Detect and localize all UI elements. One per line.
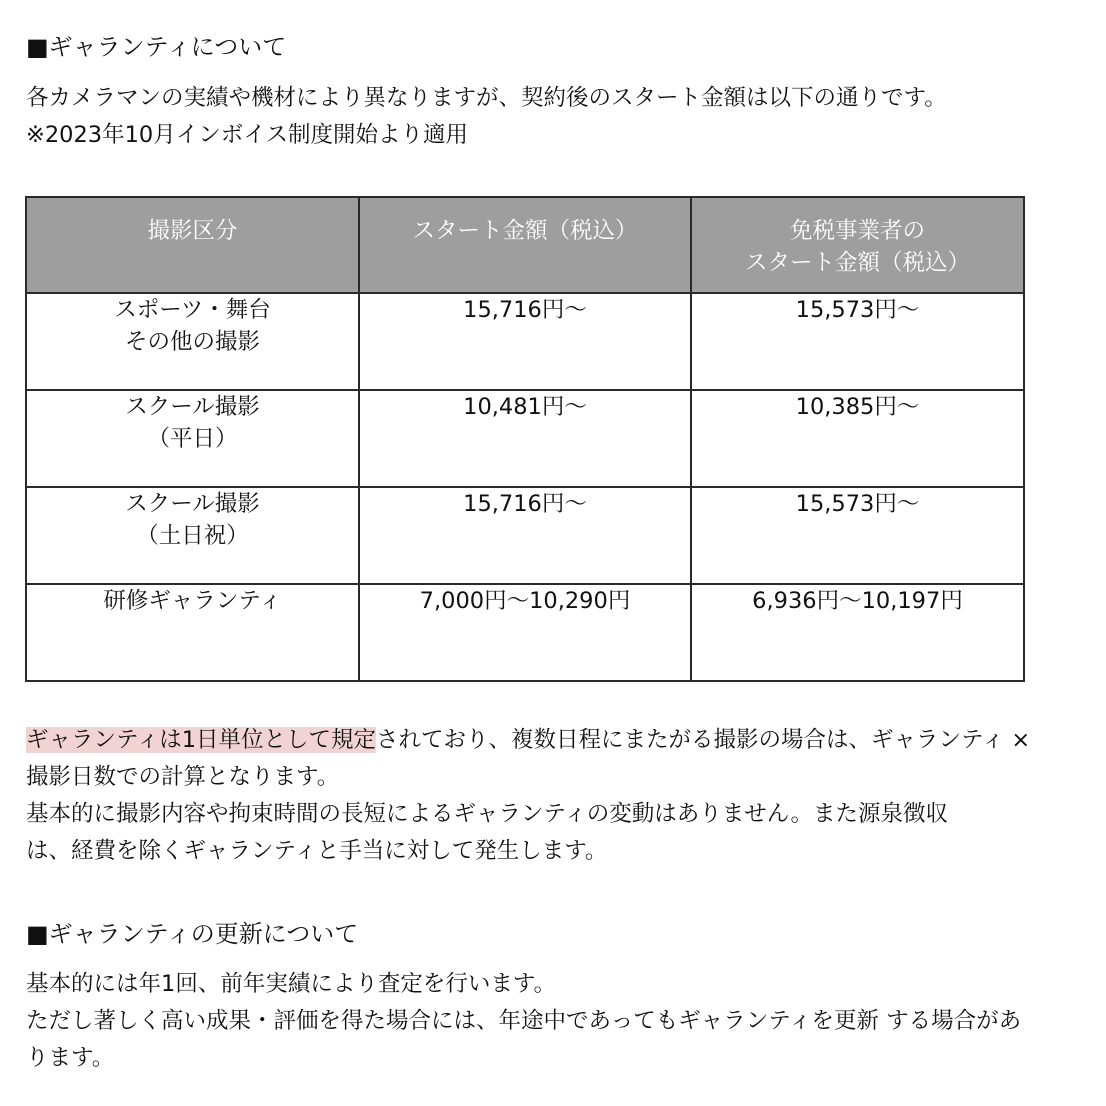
start-price-cell: 15,716円～ (359, 487, 691, 584)
invoice-note: ※2023年10月インボイス制度開始より適用 (26, 122, 469, 148)
table-row (26, 293, 1024, 390)
notes-line: 基本的に撮影内容や拘束時間の長短によるギャランティの変動はありません。また源泉徴収 (26, 801, 949, 827)
header-category: 撮影区分 (26, 197, 359, 293)
update-paragraph (26, 966, 1086, 1077)
header-exempt-start-price: 免税事業者の スタート金額（税込） (691, 197, 1024, 293)
category-cell: 研修ギャランティ (26, 584, 359, 681)
category-cell: スクール撮影 （土日祝） (26, 487, 359, 584)
section-heading-update: ■ギャランティの更新について (26, 920, 359, 948)
fee-table (25, 196, 1025, 682)
notes-line: 撮影日数での計算となります。 (26, 764, 340, 790)
header-start-price: スタート金額（税込） (359, 197, 691, 293)
table-row (26, 487, 1024, 584)
table-header-row (26, 197, 1024, 293)
category-cell: スポーツ・舞台 その他の撮影 (26, 293, 359, 390)
intro-line: 各カメラマンの実績や機材により異なりますが、契約後のスタート金額は以下の通りです。 (26, 85, 947, 111)
start-price-cell: 7,000円～10,290円 (359, 584, 691, 681)
exempt-price-cell: 10,385円～ (691, 390, 1024, 487)
update-line: ります。 (26, 1045, 115, 1071)
exempt-price-cell: 6,936円～10,197円 (691, 584, 1024, 681)
notes-line: は、経費を除くギャランティと手当に対して発生します。 (26, 838, 608, 864)
section-heading-guarantee: ■ギャランティについて (26, 33, 287, 61)
notes-paragraph (26, 722, 1086, 870)
table-row (26, 390, 1024, 487)
notes-line-rest: されており、複数日程にまたがる撮影の場合は、ギャランティ × (376, 727, 1031, 753)
exempt-price-cell: 15,573円～ (691, 487, 1024, 584)
update-line: ただし著しく高い成果・評価を得た場合には、年途中であってもギャランティを更新 する場合があ (26, 1008, 1022, 1034)
intro-paragraph (26, 80, 1086, 154)
start-price-cell: 10,481円～ (359, 390, 691, 487)
start-price-cell: 15,716円～ (359, 293, 691, 390)
update-line: 基本的には年1回、前年実績により査定を行います。 (26, 971, 557, 997)
category-cell: スクール撮影 （平日） (26, 390, 359, 487)
highlighted-text: ギャランティは1日単位として規定 (26, 727, 377, 753)
table-row (26, 584, 1024, 681)
exempt-price-cell: 15,573円～ (691, 293, 1024, 390)
notes-line (26, 722, 1086, 759)
